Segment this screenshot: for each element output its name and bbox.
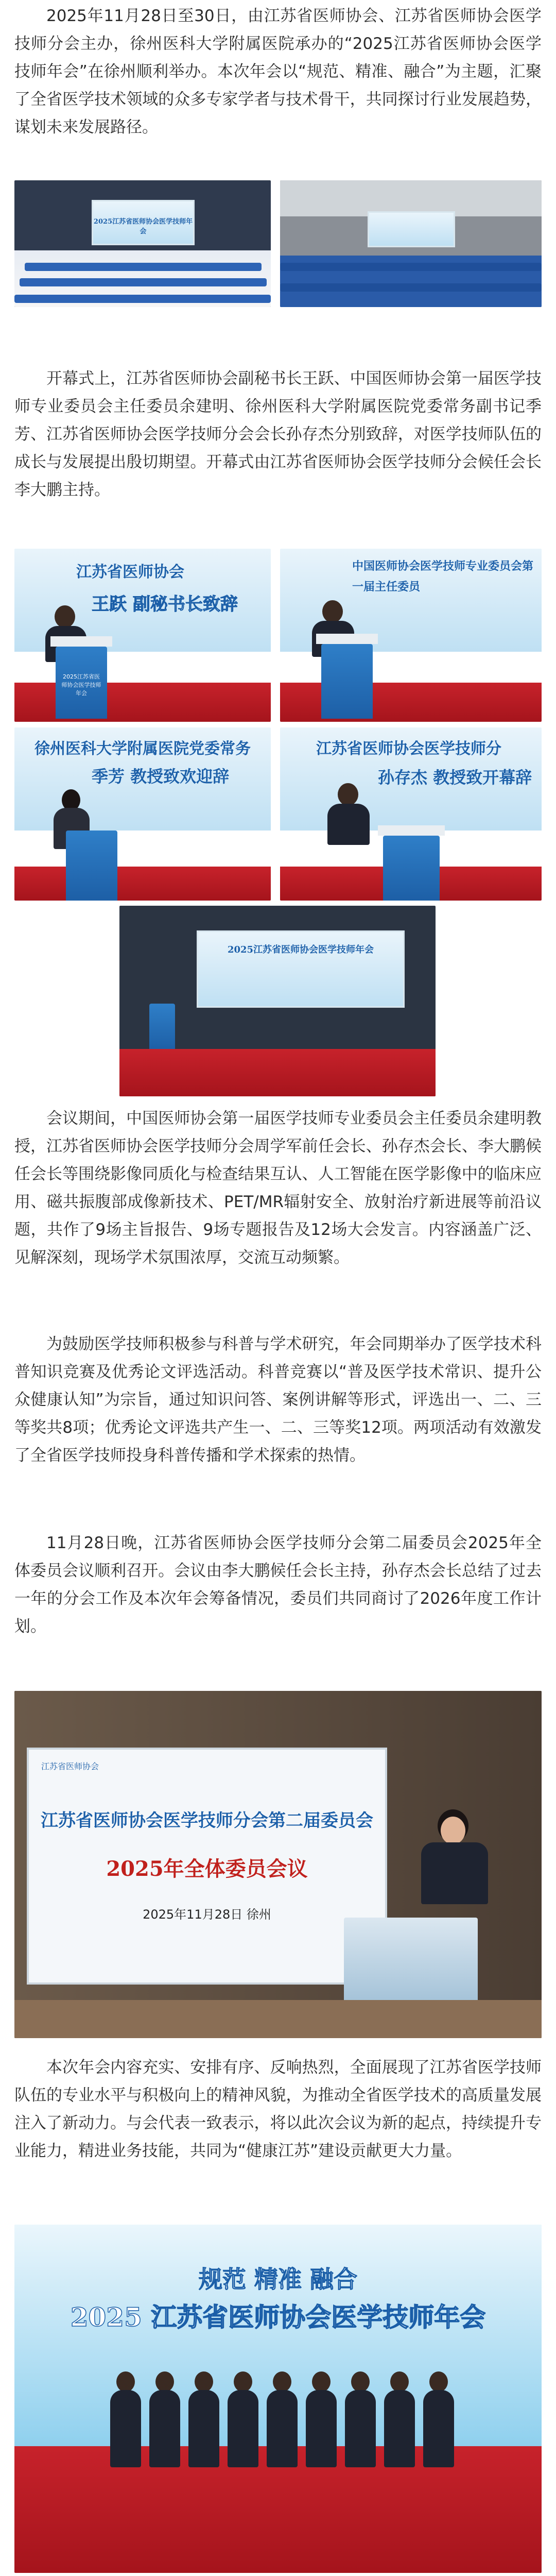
photo-speech-suncunjie <box>280 727 542 901</box>
podium-1 <box>56 647 107 719</box>
speech1-caption: 王跃 副秘书长致辞 <box>92 594 238 615</box>
venue-screen <box>92 200 195 245</box>
photo-group <box>14 2225 542 2573</box>
paragraph-competition: 为鼓励医学技师积极参与科普与学术研究，年会同期举办了医学技术科普知识竞赛及优秀论文评选活动。科普竞赛以“普及医学技术常识、提升公众健康认知”为宗旨，通过知识问答、案例讲解等形式，评选出一、二、三等奖共8项；优秀论文评选共产生一、二、三等奖12项。两项活动有效激发了全省医学技师投身科普传播和学术探索的热情。 <box>14 1335 542 1465</box>
meeting-org: 江苏省医师协会 <box>41 1761 99 1771</box>
photo-speech-wangyue <box>14 549 271 722</box>
meeting-floor <box>14 2000 542 2038</box>
venue-screen-title: 2025江苏省医师协会医学技师年会 <box>93 218 193 235</box>
meeting-date: 2025年11月28日 徐州 <box>143 1907 271 1922</box>
speech3-screen-title: 徐州医科大学附属医院党委常务 <box>34 740 251 758</box>
group-title: 2025 江苏省医师协会医学技师年会 <box>70 2302 486 2332</box>
podium-1-text: 2025江苏省医师协会医学技师年会 <box>61 673 101 697</box>
speech4-caption: 孙存杰 教授致开幕辞 <box>378 768 532 787</box>
group-slogan: 规范 精准 融合 <box>198 2265 358 2293</box>
photo-speech-jifang <box>14 727 271 901</box>
podium-4 <box>383 836 440 901</box>
lecture-screen <box>197 930 405 1008</box>
photo-lecture <box>119 906 436 1096</box>
podium-3 <box>66 831 117 901</box>
meeting-subtitle: 2025年全体委员会议 <box>106 1857 308 1881</box>
photo-speech-yujianming <box>280 549 542 722</box>
photo-venue-right <box>280 180 542 307</box>
group-people <box>106 2371 456 2485</box>
paragraph-intro: 2025年11月28日至30日，由江苏省医师协会、江苏省医师协会医学技师分会主办，徐州医科大学附属医院承办的“2025江苏省医师协会医学技师年会”在徐州顺利举办。本次年会以“规范、精准、融合”为主题，汇聚了全省医学技术领域的众多专家学者与技术骨干，共同探讨行业发展趋势，谋划未来发展路径。 <box>14 7 542 137</box>
speech3-caption: 季芳 教授致欢迎辞 <box>92 767 230 786</box>
meeting-title: 江苏省医师协会医学技师分会第二届委员会 <box>41 1810 373 1831</box>
meeting-screen <box>27 1748 387 1985</box>
photo-venue-left <box>14 180 271 307</box>
paragraph-sessions: 会议期间，中国医师协会第一届医学技师专业委员会主任委员余建明教授，江苏省医师协会医学技师分会周学军前任会长、孙存杰会长、李大鹏候任会长等围绕影像同质化与检查结果互认、人工智能在医学影像中的临床应用、磁共振腹部成像新技术、PET/MR辐射安全、放射治疗新进展等前沿议题，共作了9场主旨报告、9场专题报告及12场大会发言。内容涵盖广泛、见解深刻，现场学术氛围浓厚，交流互动频繁。 <box>14 1109 542 1267</box>
paragraph-committee: 11月28日晚，江苏省医师协会医学技师分会第二届委员会2025年全体委员会议顺利召开。会议由李大鹏候任会长主持，孙存杰会长总结了过去一年的分会工作及本次年会筹备情况，委员们共同商讨了2026年度工作计划。 <box>14 1534 542 1636</box>
paragraph-opening: 开幕式上，江苏省医师协会副秘书长王跃、中国医师协会第一届医学技师专业委员会主任委员余建明、徐州医科大学附属医院党委常务副书记季芳、江苏省医师协会医学技师分会会长孙存杰分别致辞，对医学技师队伍的成长与发展提出殷切期望。开幕式由江苏省医师协会医学技师分会候任会长李大鹏主持。 <box>14 369 542 499</box>
speech1-screen-title: 江苏省医师协会 <box>76 563 184 581</box>
paragraph-summary: 本次年会内容充实、安排有序、反响热烈，全面展现了江苏省医学技师队伍的专业水平与积极向上的精神风貌，为推动全省医学技术的高质量发展注入了新动力。与会代表一致表示，将以此次会议为新的起点，持续提升专业能力，精进业务技能，共同为“健康江苏”建设贡献更大力量。 <box>14 2058 542 2160</box>
meeting-podium <box>344 1918 478 2010</box>
speech4-screen-title: 江苏省医师协会医学技师分 <box>316 740 501 758</box>
lecture-screen-title: 2025江苏省医师协会医学技师年会 <box>227 944 374 955</box>
podium-2 <box>321 644 373 719</box>
photo-committee-meeting <box>14 1691 542 2038</box>
venue-screen-2 <box>368 211 455 247</box>
speech2-screen-title: 中国医师协会医学技师专业委员会第一届主任委员 <box>352 560 534 594</box>
stage-floor <box>119 1049 436 1096</box>
